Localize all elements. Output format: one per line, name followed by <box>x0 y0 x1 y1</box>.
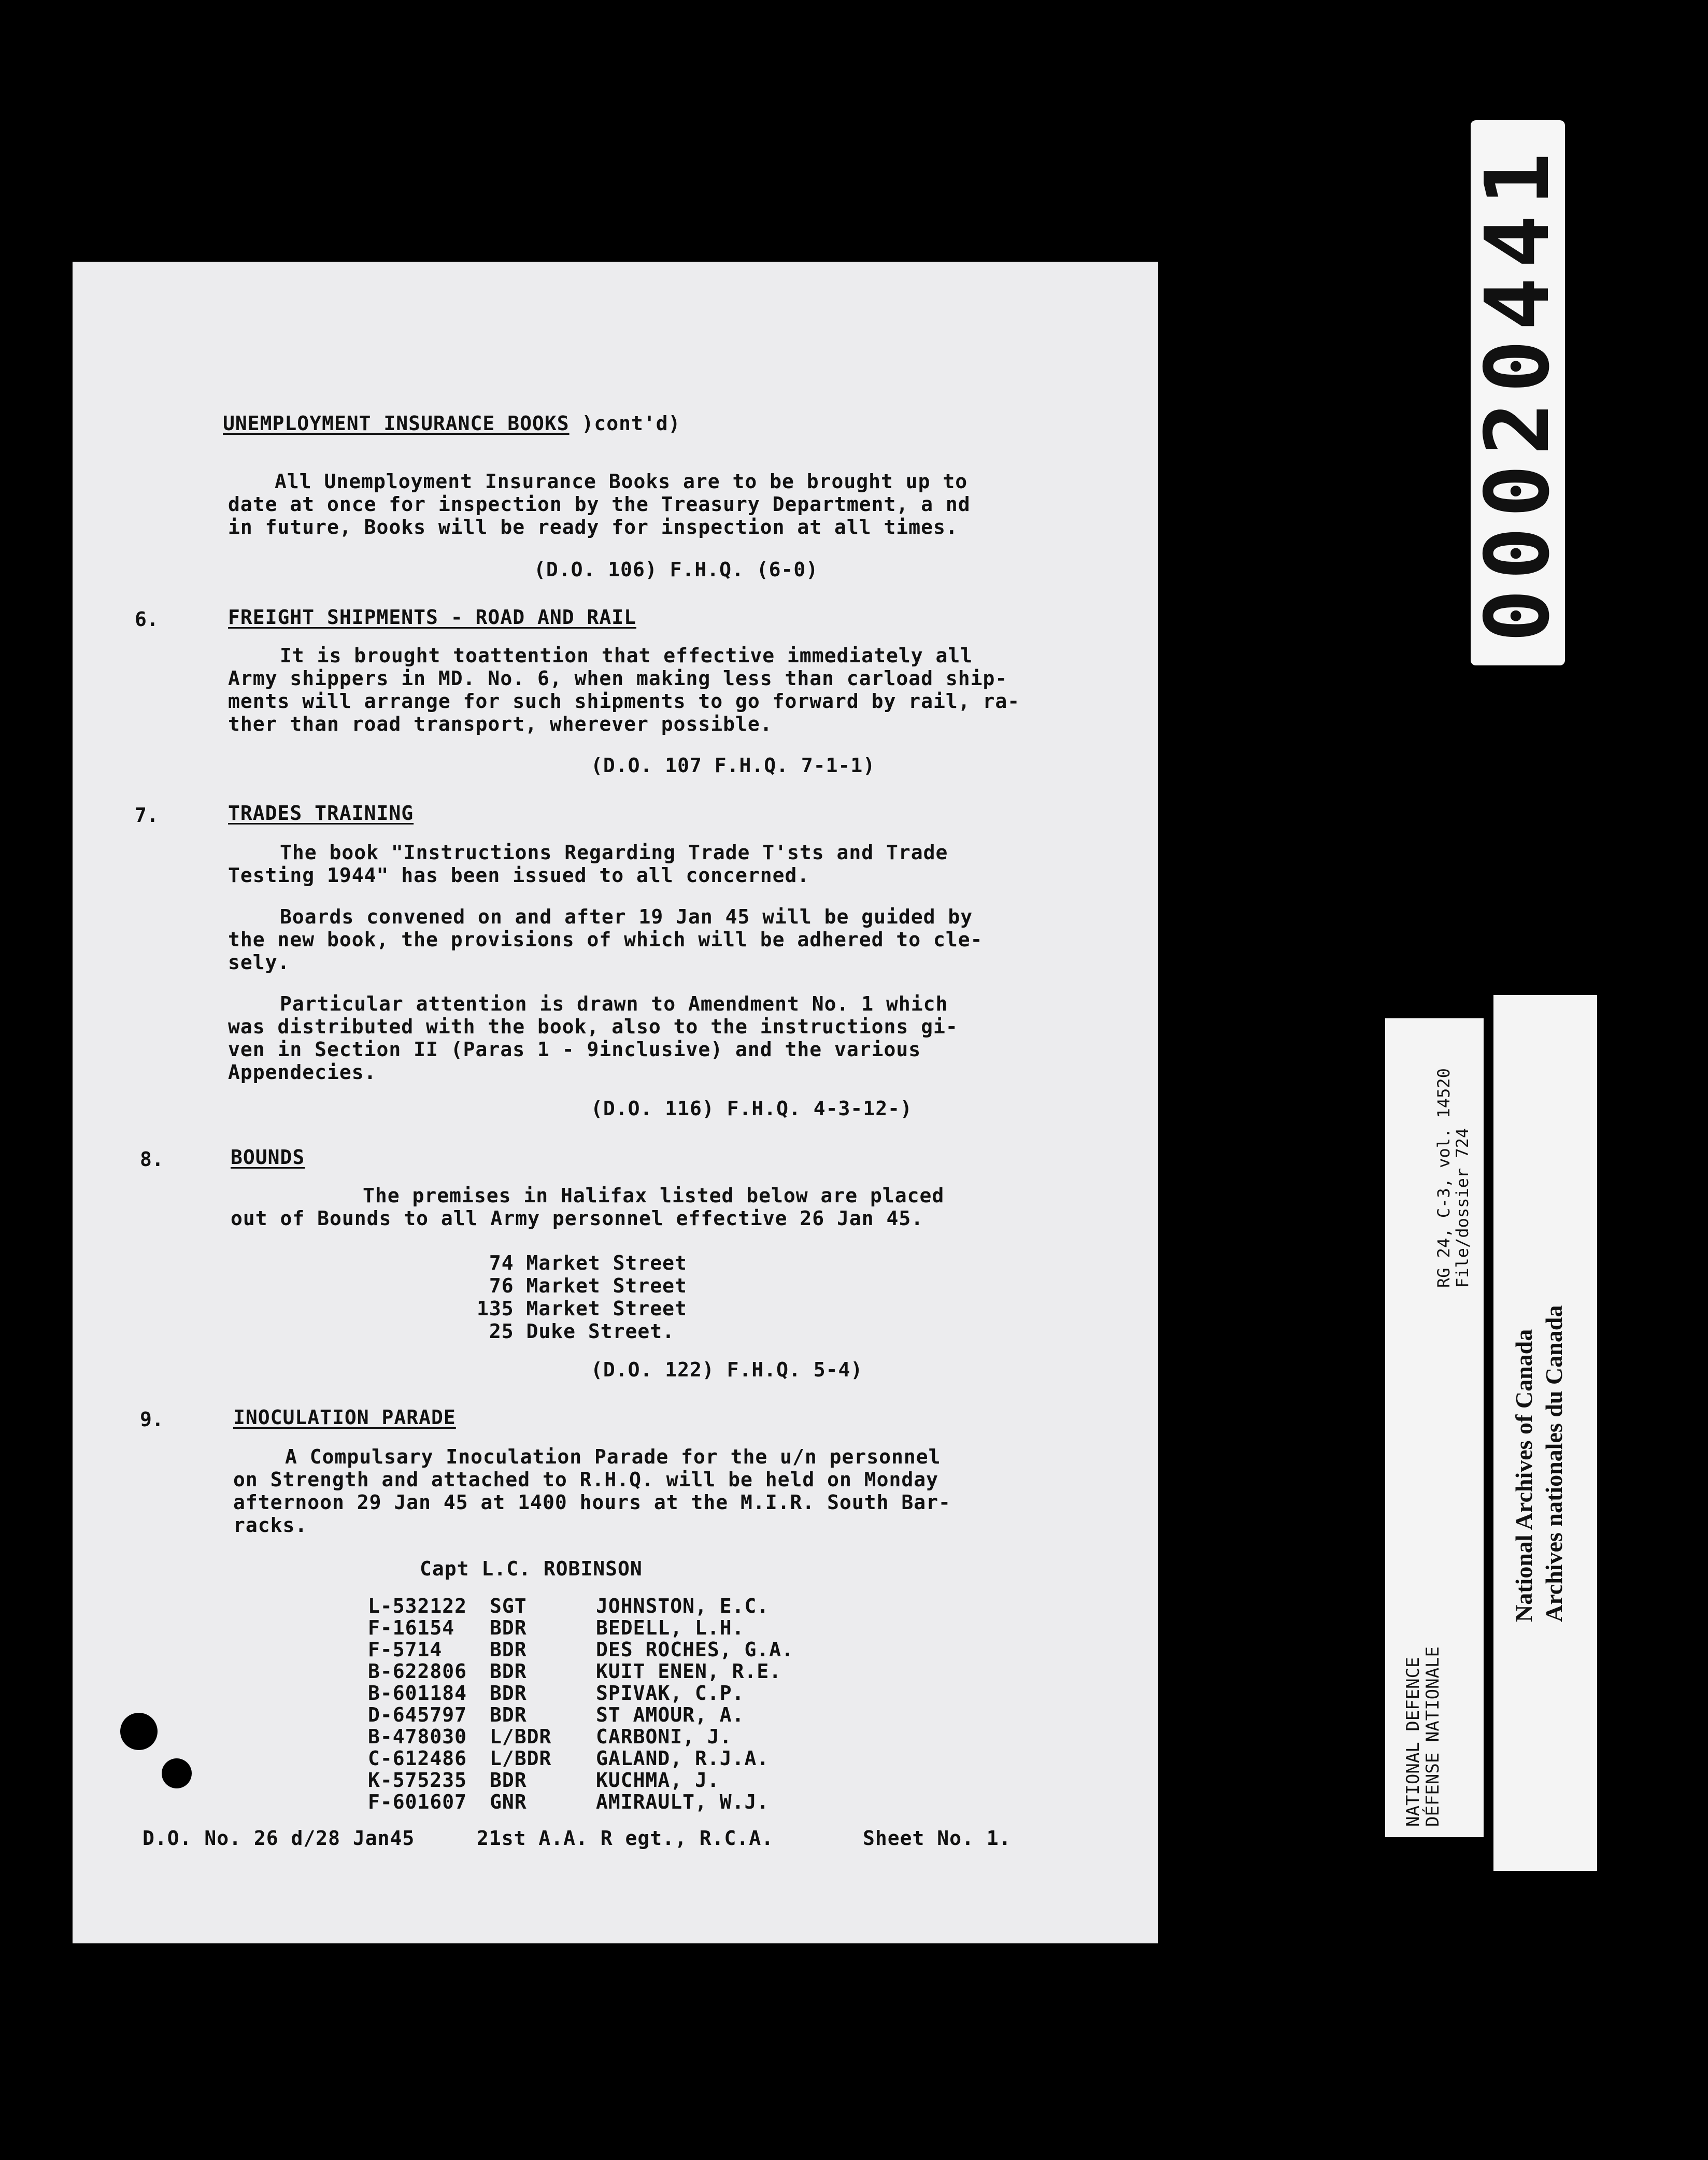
archives-name: National Archives of Canada Archives nationales du Canada <box>1511 1305 1567 1622</box>
document-page <box>73 262 1158 1943</box>
p1-line-2: date at once for inspection by the Treasury Department, a nd <box>228 493 971 516</box>
ref-6: (D.O. 107 F.H.Q. 7-1-1) <box>591 754 876 777</box>
s7-p2-line-2: the new book, the provisions of which will be adhered to cle- <box>228 928 983 951</box>
personnel-name: BEDELL, L.H. <box>596 1616 745 1639</box>
personnel-no: B-478030 <box>368 1725 467 1748</box>
s7-p2-line-3: sely. <box>228 951 290 974</box>
archive-number-strip <box>1467 120 1569 665</box>
personnel-no: B-622806 <box>368 1660 467 1683</box>
s9-line-3: afternoon 29 Jan 45 at 1400 hours at the M.I.R. South Bar- <box>233 1491 951 1514</box>
p1-line-3: in future, Books will be ready for inspection at all times. <box>228 516 958 538</box>
archive-number: 00020441 <box>1467 143 1569 643</box>
personnel-name: KUCHMA, J. <box>596 1769 720 1792</box>
personnel-no: D-645797 <box>368 1703 467 1726</box>
personnel-no: L-532122 <box>368 1595 467 1617</box>
personnel-rank: BDR <box>490 1660 527 1683</box>
personnel-no: F-601607 <box>368 1790 467 1813</box>
footer-sheet: Sheet No. 1. <box>863 1827 1012 1850</box>
personnel-name: ST AMOUR, A. <box>596 1703 745 1726</box>
personnel-rank: BDR <box>490 1638 527 1661</box>
archive-reference-label <box>1385 1018 1484 1837</box>
s6-line-4: ther than road transport, wherever possible. <box>228 713 773 735</box>
label-nd: NATIONAL DEFENCE DÉFENSE NATIONALE <box>1403 1646 1443 1827</box>
punch-hole <box>120 1713 158 1750</box>
section-8-number: 8. <box>140 1148 164 1171</box>
s8-line-2: out of Bounds to all Army personnel effective 26 Jan 45. <box>231 1207 924 1230</box>
personnel-rank: SGT <box>490 1595 527 1617</box>
label-rg: RG 24, C-3, vol. 14520 File/dossier 724 <box>1434 1068 1472 1288</box>
personnel-rank: BDR <box>490 1682 527 1704</box>
heading-cont: UNEMPLOYMENT INSURANCE BOOKS )cont'd) <box>223 412 681 435</box>
s7-p3-line-3: ven in Section II (Paras 1 - 9inclusive) and the various <box>228 1038 921 1061</box>
personnel-name: KUIT ENEN, R.E. <box>596 1660 782 1683</box>
section-9-number: 9. <box>140 1408 164 1431</box>
s6-line-3: ments will arrange for such shipments to go forward by rail, ra- <box>228 690 1020 713</box>
section-6-title: FREIGHT SHIPMENTS - ROAD AND RAIL <box>228 606 636 629</box>
personnel-rank: L/BDR <box>490 1747 552 1770</box>
section-7-number: 7. <box>135 804 159 827</box>
address-3: 135 Market Street <box>477 1297 687 1320</box>
s7-p1-line-2: Testing 1944" has been issued to all concerned. <box>228 864 810 887</box>
officer: Capt L.C. ROBINSON <box>420 1557 643 1580</box>
national-archives-label <box>1493 995 1597 1871</box>
s7-p3-line-1: Particular attention is drawn to Amendment No. 1 which <box>280 992 948 1015</box>
s8-line-1: The premises in Halifax listed below are placed <box>363 1184 945 1207</box>
personnel-name: GALAND, R.J.A. <box>596 1747 770 1770</box>
ref-7: (D.O. 116) F.H.Q. 4-3-12-) <box>591 1097 913 1120</box>
s7-p2-line-1: Boards convened on and after 19 Jan 45 will be guided by <box>280 905 973 928</box>
address-4: 25 Duke Street. <box>477 1320 675 1343</box>
section-7-title: TRADES TRAINING <box>228 802 414 825</box>
p1-line-1: All Unemployment Insurance Books are to be brought up to <box>275 470 968 493</box>
section-8-title: BOUNDS <box>231 1146 305 1169</box>
personnel-rank: L/BDR <box>490 1725 552 1748</box>
address-1: 74 Market Street <box>477 1252 687 1274</box>
personnel-rank: BDR <box>490 1769 527 1792</box>
s7-p3-line-4: Appendecies. <box>228 1061 377 1084</box>
personnel-name: SPIVAK, C.P. <box>596 1682 745 1704</box>
s6-line-1: It is brought toattention that effective immediately all <box>280 644 973 667</box>
personnel-no: F-5714 <box>368 1638 443 1661</box>
personnel-rank: BDR <box>490 1616 527 1639</box>
s7-p1-line-1: The book "Instructions Regarding Trade T'sts and Trade <box>280 841 948 864</box>
personnel-no: F-16154 <box>368 1616 455 1639</box>
personnel-no: B-601184 <box>368 1682 467 1704</box>
footer-do: D.O. No. 26 d/28 Jan45 <box>143 1827 415 1850</box>
s9-line-2: on Strength and attached to R.H.Q. will be held on Monday <box>233 1468 939 1491</box>
personnel-no: K-575235 <box>368 1769 467 1792</box>
s9-line-4: racks. <box>233 1514 308 1537</box>
footer-unit: 21st A.A. R egt., R.C.A. <box>477 1827 774 1850</box>
personnel-rank: BDR <box>490 1703 527 1726</box>
personnel-name: AMIRAULT, W.J. <box>596 1790 770 1813</box>
personnel-no: C-612486 <box>368 1747 467 1770</box>
ref-1: (D.O. 106) F.H.Q. (6-0) <box>534 558 819 581</box>
punch-hole <box>162 1758 192 1788</box>
address-2: 76 Market Street <box>477 1274 687 1297</box>
personnel-name: CARBONI, J. <box>596 1725 732 1748</box>
section-9-title: INOCULATION PARADE <box>233 1406 456 1429</box>
personnel-name: JOHNSTON, E.C. <box>596 1595 770 1617</box>
ref-8: (D.O. 122) F.H.Q. 5-4) <box>591 1358 863 1381</box>
section-6-number: 6. <box>135 608 159 631</box>
s7-p3-line-2: was distributed with the book, also to the instructions gi- <box>228 1015 958 1038</box>
s9-line-1: A Compulsary Inoculation Parade for the u/n personnel <box>285 1445 941 1468</box>
personnel-rank: GNR <box>490 1790 527 1813</box>
s6-line-2: Army shippers in MD. No. 6, when making less than carload ship- <box>228 667 1008 690</box>
personnel-name: DES ROCHES, G.A. <box>596 1638 794 1661</box>
